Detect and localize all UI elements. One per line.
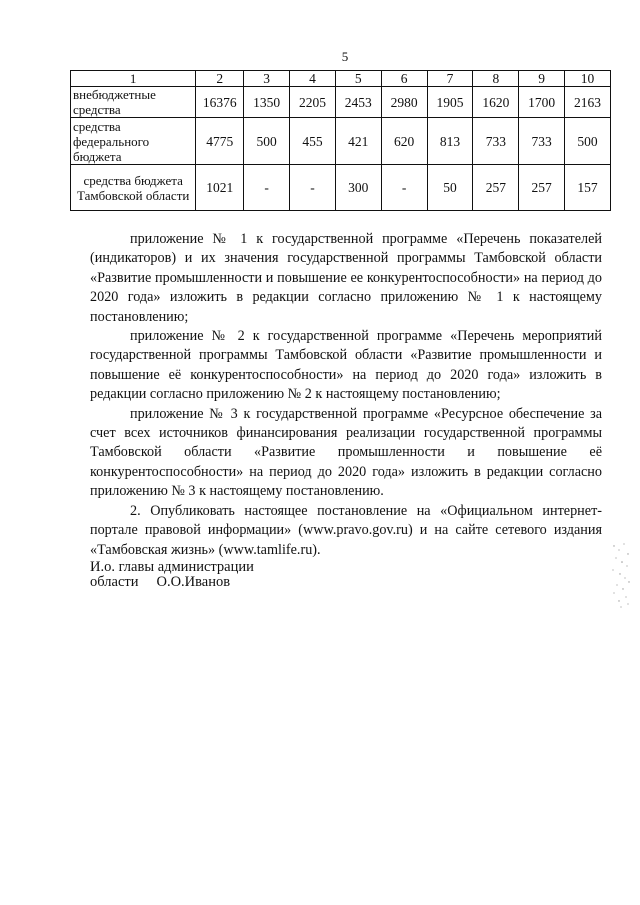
table-cell: 257 — [473, 165, 519, 211]
table-cell: - — [381, 165, 427, 211]
table-cell: 500 — [565, 118, 611, 165]
table-header-cell: 3 — [244, 71, 290, 87]
table-row — [71, 165, 611, 211]
scan-noise-mark — [610, 540, 632, 610]
paragraph-appendix-3: приложение № 3 к государственной программе «Ресурсное обеспечение за счет всех источников финансирования реализации государственной программы Тамбовской области «Развитие промышленности и повышение её конкурентоспособности» на период до 2020 года» изложить в редакции согласно приложению № 3 к настоящему постановлению. — [90, 405, 602, 500]
paragraph-appendix-1: приложение № 1 к государственной программе «Перечень показателей (индикаторов) и их значения государственной программы Тамбовской области «Развитие промышленности и повышение ее конкурентоспособности» на период до 2020 года» изложить в редакции согласно приложению № 1 к настоящему постановлению; — [90, 231, 602, 325]
table-cell: 813 — [427, 118, 473, 165]
resolution-body — [90, 230, 602, 560]
table-cell: 1620 — [473, 87, 519, 118]
table-header-cell: 4 — [290, 71, 336, 87]
signatory-position: И.о. главы администрации — [90, 559, 254, 575]
table-row — [71, 87, 611, 118]
table-cell: 2205 — [290, 87, 336, 118]
table-cell: 2163 — [565, 87, 611, 118]
table-cell: 620 — [381, 118, 427, 165]
paragraph-appendix-2: приложение № 2 к государственной программе «Перечень мероприятий государственной программы Тамбовской области «Развитие промышленности и повышение её конкурентоспособности» на период до 2020 года» изложить в редакции согласно приложению № 2 к настоящему постановлению; — [90, 328, 602, 403]
row-label: внебюджетные средства — [71, 87, 196, 118]
table-cell: 1700 — [519, 87, 565, 118]
financing-table — [70, 70, 611, 211]
table-header-row — [71, 71, 611, 87]
paragraph-publication: 2. Опубликовать настоящее постановление на «Официальном интернет-портале правовой информации» (www.pravo.gov.ru) и на сайте сетевого издания «Тамбовская жизнь» (www.tamlife.ru). — [90, 502, 602, 558]
table-cell: 257 — [519, 165, 565, 211]
table-cell: 2980 — [381, 87, 427, 118]
table-header-cell: 10 — [565, 71, 611, 87]
table-cell: 16376 — [196, 87, 244, 118]
table-cell: 733 — [519, 118, 565, 165]
table-cell: 1905 — [427, 87, 473, 118]
table-cell: - — [290, 165, 336, 211]
table-cell: 733 — [473, 118, 519, 165]
table-header-cell: 7 — [427, 71, 473, 87]
table-cell: 4775 — [196, 118, 244, 165]
table-cell: 157 — [565, 165, 611, 211]
table-cell: 455 — [290, 118, 336, 165]
signature-block — [90, 560, 254, 590]
table-cell: 1021 — [196, 165, 244, 211]
table-header-cell: 9 — [519, 71, 565, 87]
signatory-name: О.О.Иванов — [156, 574, 231, 590]
signatory-line — [90, 575, 254, 590]
table-header-cell: 1 — [71, 71, 196, 87]
table-cell: 500 — [244, 118, 290, 165]
signatory-region: области — [90, 574, 139, 590]
table-header-cell: 2 — [196, 71, 244, 87]
table-cell: 421 — [335, 118, 381, 165]
table-header-cell: 8 — [473, 71, 519, 87]
table-cell: 1350 — [244, 87, 290, 118]
table-header-cell: 6 — [381, 71, 427, 87]
table-cell: 50 — [427, 165, 473, 211]
page-number: 5 — [341, 49, 349, 64]
table-cell: - — [244, 165, 290, 211]
table-header-cell: 5 — [335, 71, 381, 87]
table-row — [71, 118, 611, 165]
table-cell: 2453 — [335, 87, 381, 118]
row-label: средства бюджета Тамбовской области — [71, 165, 196, 211]
table-cell: 300 — [335, 165, 381, 211]
row-label: средства федерального бюджета — [71, 118, 196, 165]
